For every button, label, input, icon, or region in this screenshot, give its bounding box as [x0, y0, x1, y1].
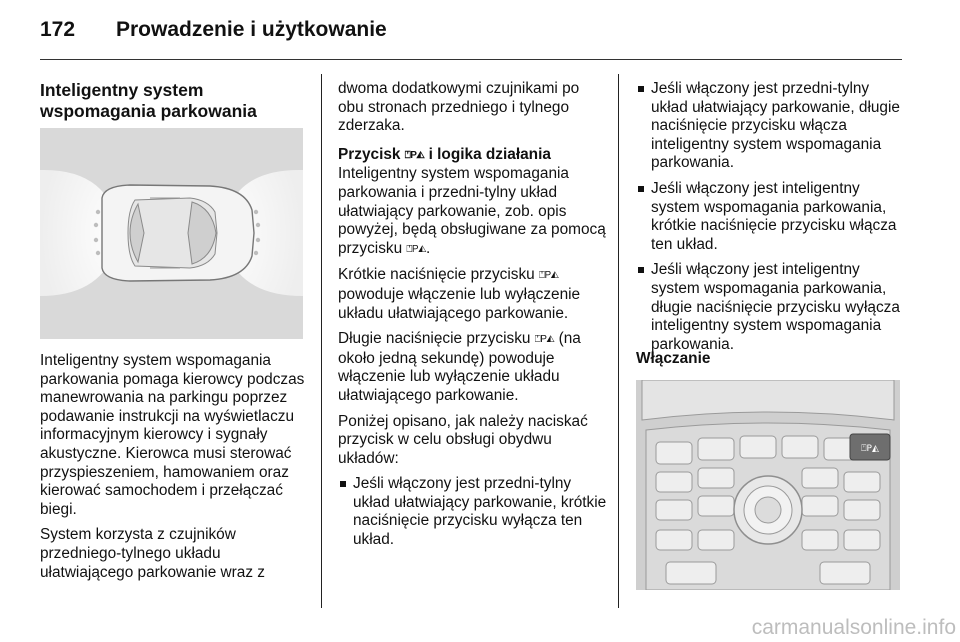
- section-title: Inteligentny system wspomagania parkowania: [40, 80, 257, 121]
- park-assist-icon: ⍞P◭: [539, 270, 559, 282]
- car-top-view-illustration: [40, 128, 303, 339]
- page-number: 172: [40, 18, 76, 41]
- paragraph: System korzysta z czujników przedniego-tylnego układu ułatwiającego parkowanie wraz z: [40, 526, 265, 581]
- subheading: Włączanie: [636, 350, 711, 367]
- watermark: carmanualsonline.info: [751, 616, 956, 639]
- parking-sensor-illustration: [40, 128, 303, 339]
- park-assist-icon: ⍞P◭: [404, 149, 425, 161]
- paragraph: Poniżej opisano, jak należy naciskać przycisk w celu obsługi obydwu układów:: [338, 412, 588, 467]
- paragraph: Inteligentny system wspomagania parkowania i przedni-tylny układ ułatwiający parkowanie, zob. opis powyżej, będą obsługiwane za pomocą przycisku ⍞P◭.: [338, 165, 608, 259]
- park-assist-icon: ⍞P◭: [406, 243, 426, 255]
- chapter-title: Prowadzenie i użytkowanie: [116, 18, 387, 41]
- bullet-item: Jeśli włączony jest inteligentny system wspomagania parkowania, krótkie naciśnięcie przycisku włącza ten układ.: [636, 180, 906, 254]
- subheading: Przycisk ⍞P◭ i logika działania: [338, 146, 608, 166]
- car-icon: [102, 185, 254, 281]
- bullet-item: Jeśli włączony jest inteligentny system wspomagania parkowania, długie naciśnięcie przycisku wyłącza inteligentny system wspomagania parkowania.: [636, 261, 906, 354]
- page-header: [40, 14, 900, 54]
- column-divider: [618, 74, 619, 608]
- park-assist-icon: ⍞P◭: [534, 334, 555, 346]
- column-divider: [321, 74, 322, 608]
- column-1-body: [40, 352, 310, 589]
- paragraph: dwoma dodatkowymi czujnikami po obu stronach przedniego i tylnego zderzaka.: [338, 80, 580, 135]
- park-assist-icon: ⍞P◭: [861, 444, 879, 454]
- header-divider: [40, 59, 902, 60]
- center-console-illustration: [636, 380, 900, 590]
- console-buttons-illustration: [636, 380, 900, 590]
- column-3: [636, 80, 906, 361]
- paragraph: Długie naciśnięcie przycisku ⍞P◭ (na około jedną sekundę) powoduje włączenie lub wyłączenie układu ułatwiającego parkowanie.: [338, 330, 581, 404]
- bullet-item: Jeśli włączony jest przedni-tylny układ ułatwiający parkowanie, długie naciśnięcie przycisku włącza inteligentny system wspomagania parkowania.: [636, 80, 906, 173]
- paragraph: Krótkie naciśnięcie przycisku ⍞P◭ powoduje włączenie lub wyłączenie układu ułatwiającego parkowanie.: [338, 266, 581, 322]
- paragraph: Inteligentny system wspomagania parkowania pomaga kierowcy podczas manewrowania na parkingu poprzez podawanie instrukcji na wyświetlaczu informacyjnym kierowcy i sygnały akustyczne. Kierowca musi sterować przyspieszeniem, hamowaniem oraz kierować samochodem i przełączać biegi.: [40, 352, 305, 518]
- column-2: [338, 80, 608, 557]
- column-1: [40, 80, 308, 132]
- bullet-item: Jeśli włączony jest przedni-tylny układ ułatwiający parkowanie, krótkie naciśnięcie przycisku wyłącza ten układ.: [338, 475, 608, 549]
